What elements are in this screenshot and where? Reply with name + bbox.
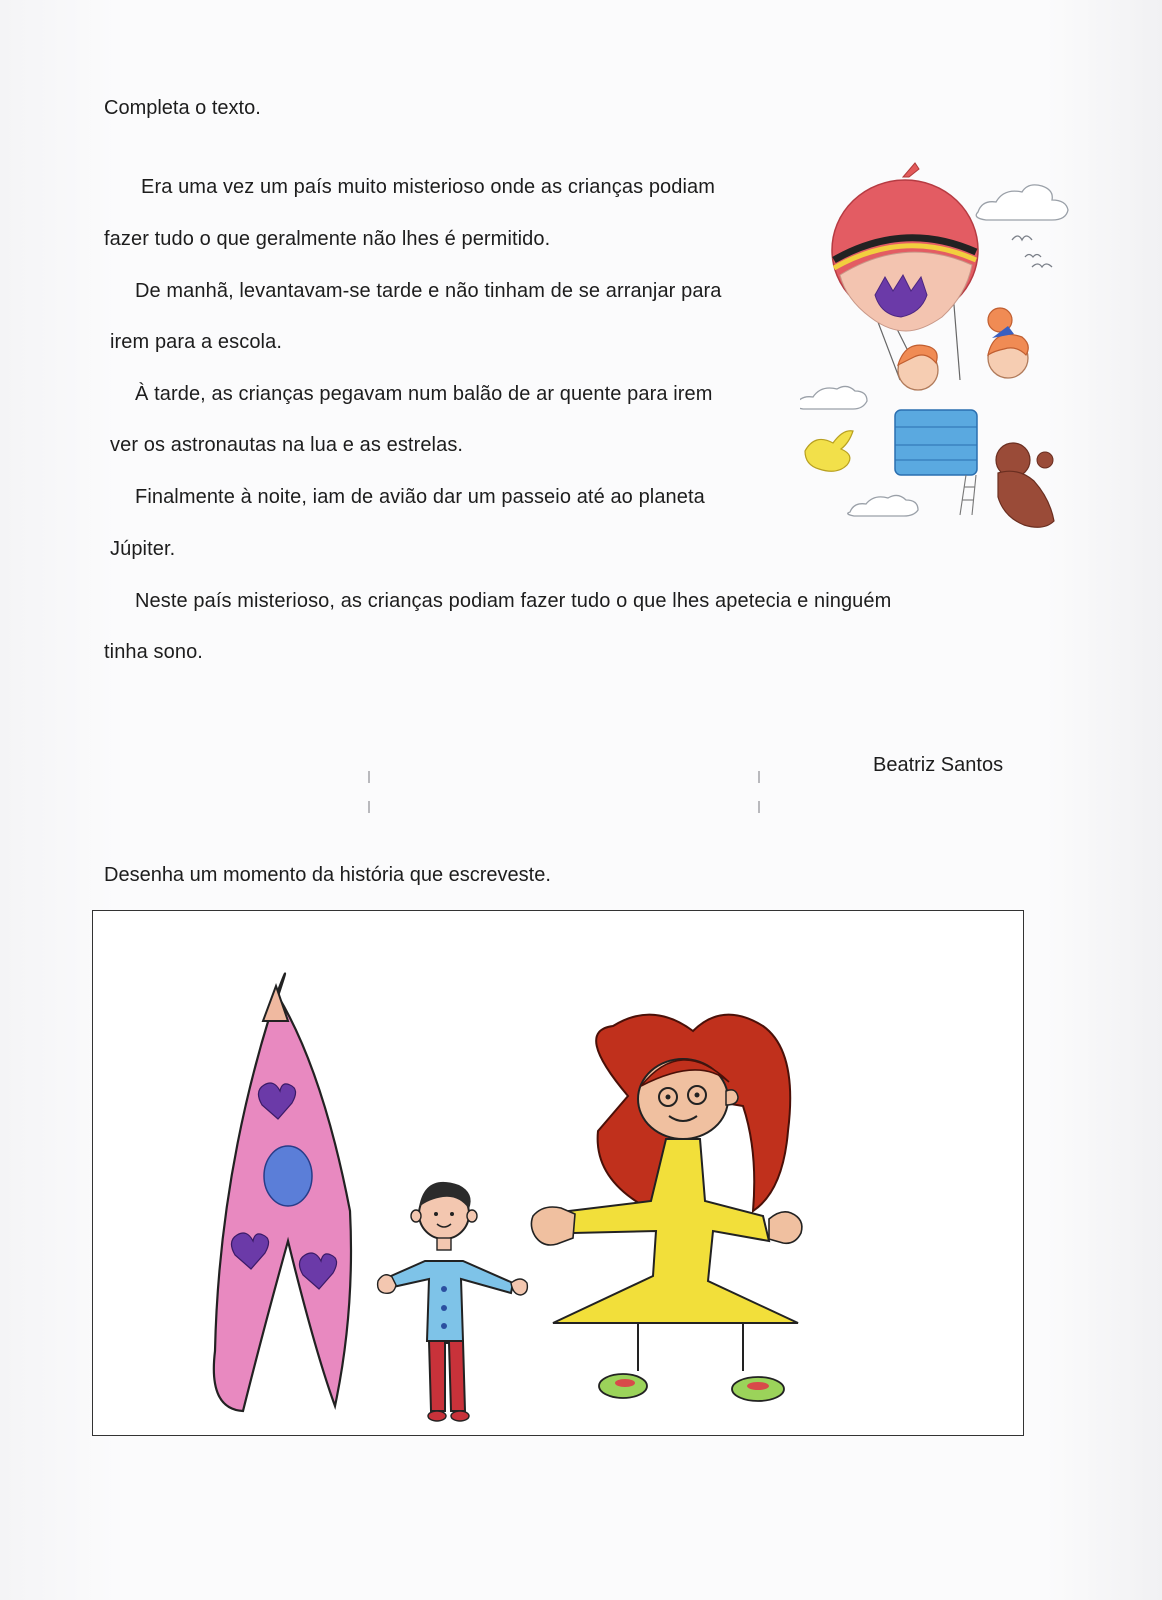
story-line: tinha sono. xyxy=(104,641,203,663)
story-line: Neste país misterioso, as crianças podiam fazer tudo o que lhes apetecia e ninguém xyxy=(135,590,892,612)
scan-mark xyxy=(758,771,760,783)
instruction-complete-text: Completa o texto. xyxy=(104,97,261,119)
child-drawing xyxy=(93,911,1022,1434)
drawing-frame xyxy=(92,910,1024,1436)
scan-mark xyxy=(758,801,760,813)
story-line: irem para a escola. xyxy=(110,331,282,353)
story-line: Finalmente à noite, iam de avião dar um passeio até ao planeta xyxy=(135,486,705,508)
story-line: Era uma vez um país muito misterioso onde as crianças podiam xyxy=(141,176,716,198)
story-line: Júpiter. xyxy=(110,538,176,560)
story-line: ver os astronautas na lua e as estrelas. xyxy=(110,434,464,456)
instruction-draw-moment: Desenha um momento da história que escreveste. xyxy=(104,864,551,886)
scan-mark xyxy=(368,771,370,783)
boy-drawing xyxy=(378,1182,528,1421)
author-signature: Beatriz Santos xyxy=(873,754,1004,776)
scan-mark xyxy=(368,801,370,813)
girl-drawing xyxy=(531,1015,801,1401)
hot-air-balloon-illustration xyxy=(800,155,1100,545)
story-line: fazer tudo o que geralmente não lhes é permitido. xyxy=(104,228,551,250)
story-line: De manhã, levantavam-se tarde e não tinham de se arranjar para xyxy=(135,280,722,302)
story-line: À tarde, as crianças pegavam num balão de ar quente para irem xyxy=(135,383,713,405)
rocket-drawing xyxy=(214,974,351,1412)
